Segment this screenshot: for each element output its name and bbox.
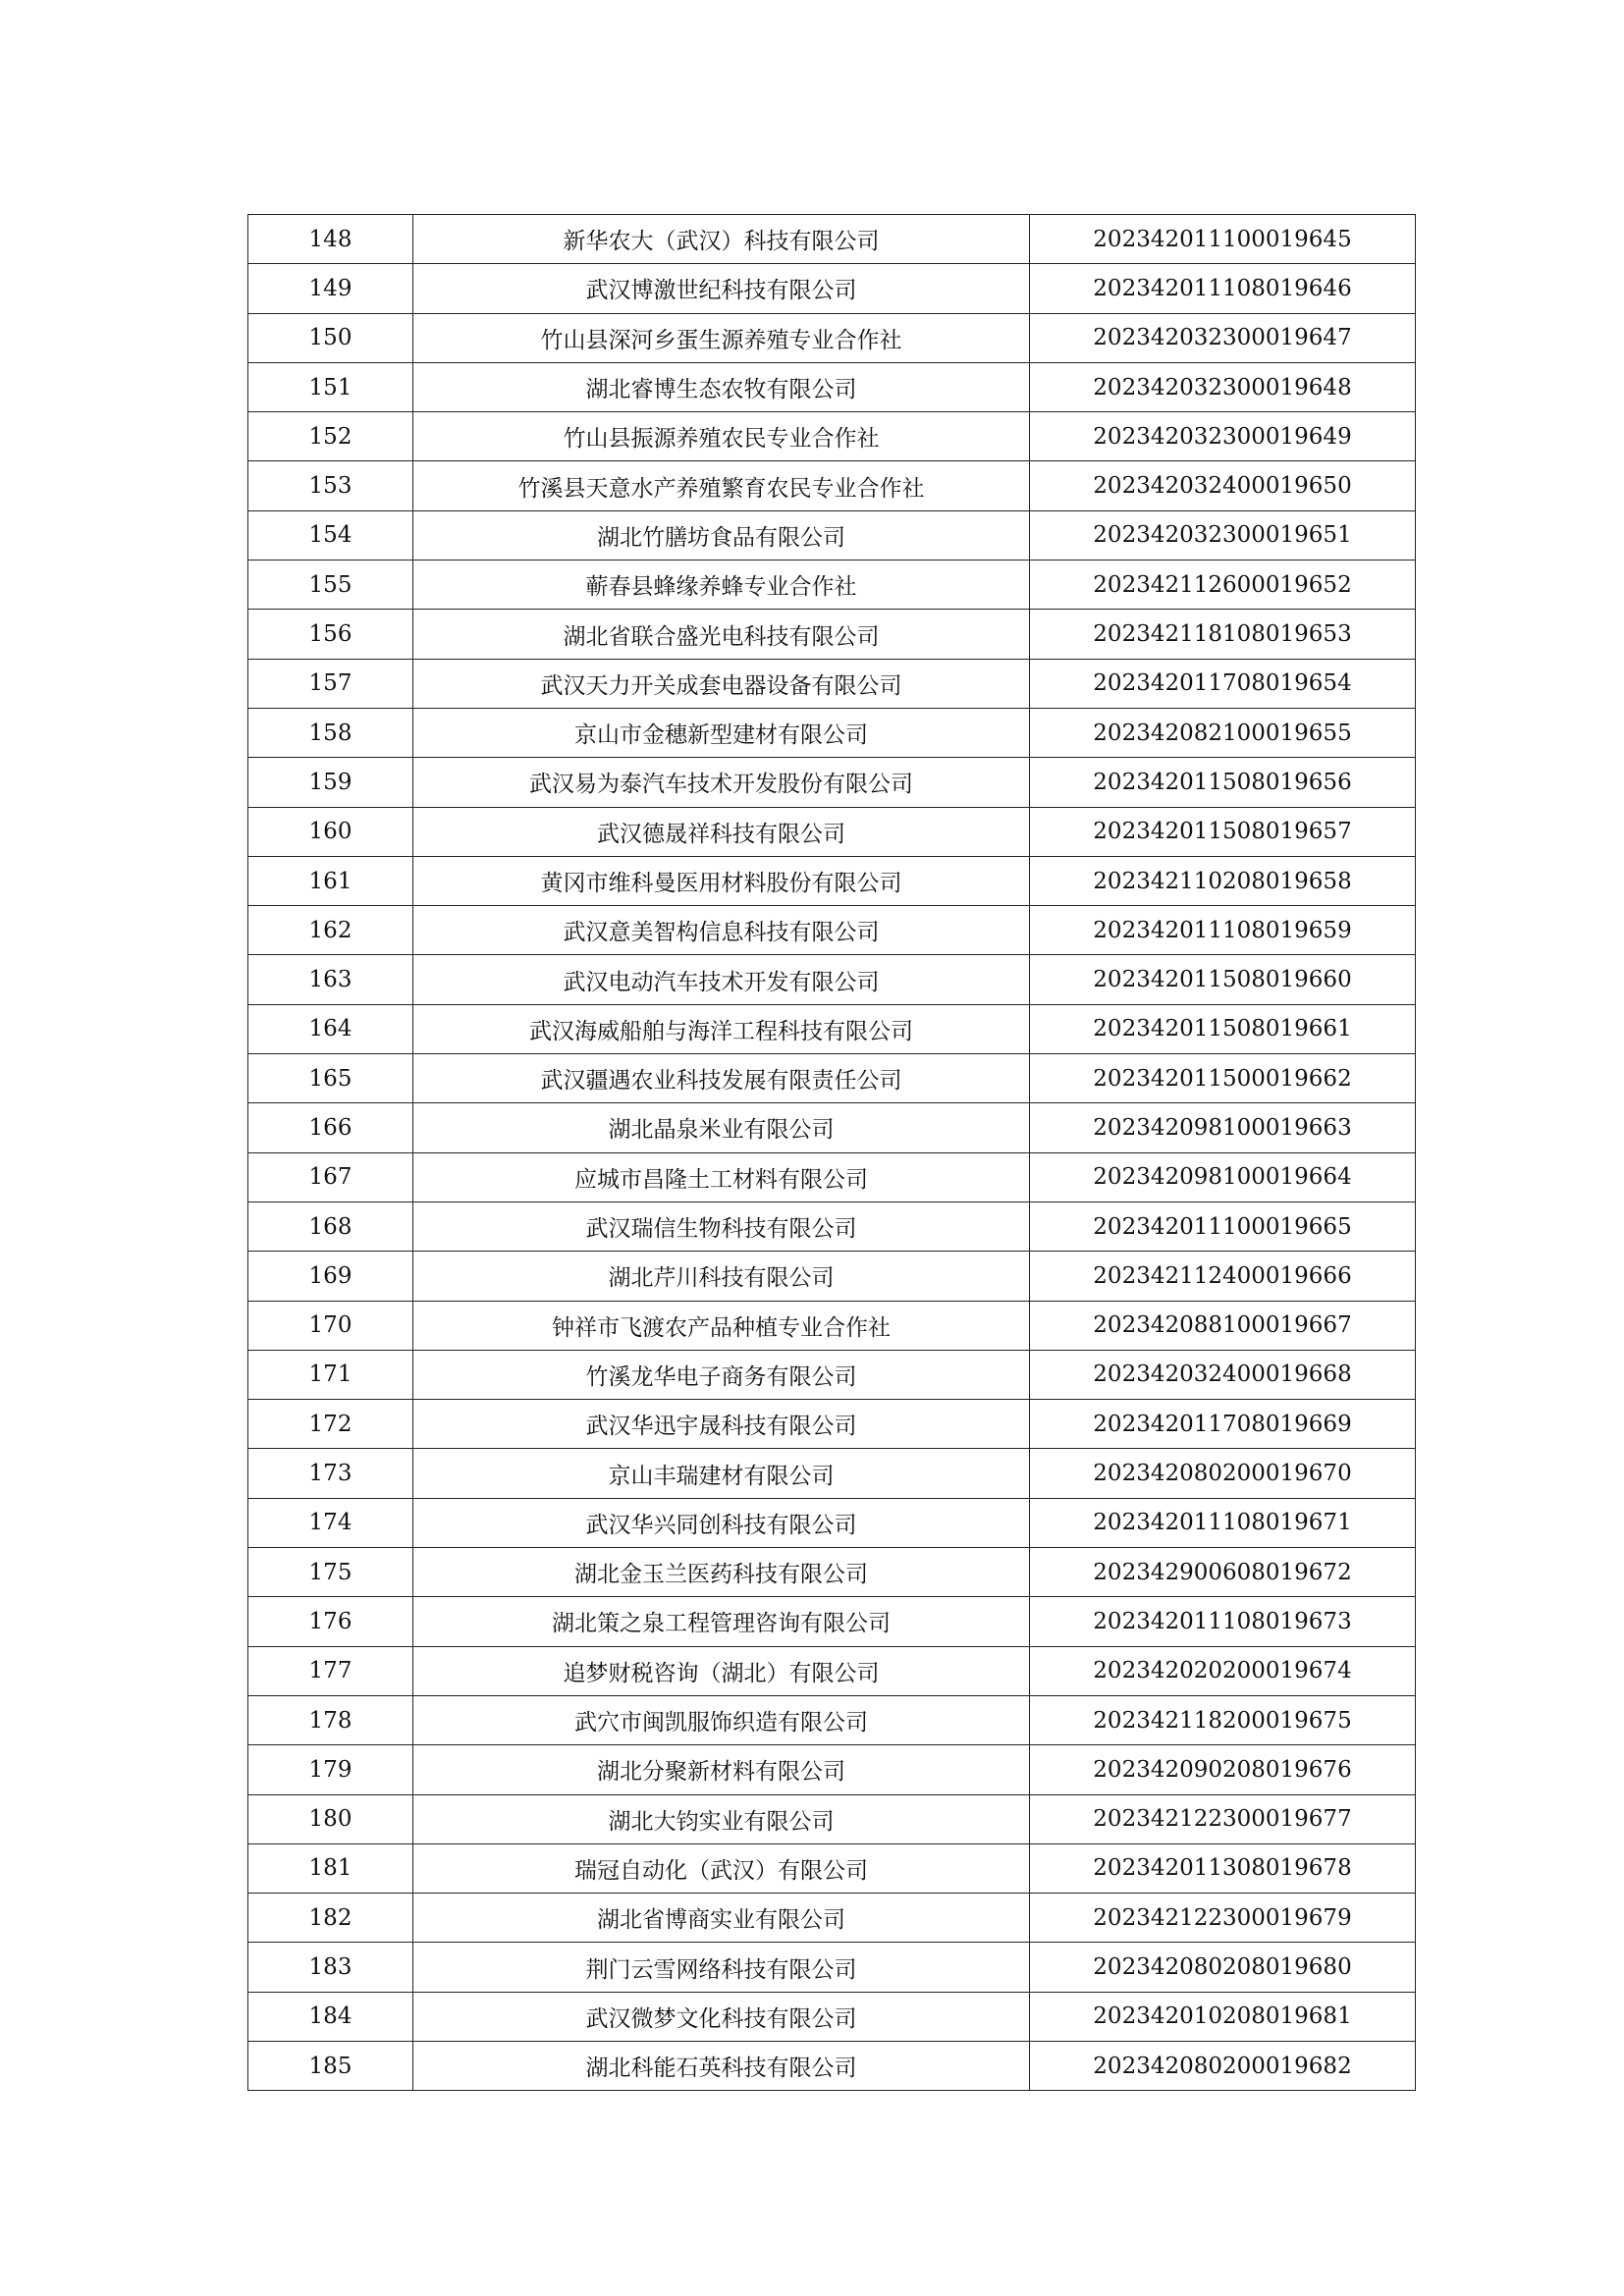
table-row <box>248 1548 1416 1597</box>
company-name-cell: 追梦财税咨询（湖北）有限公司 <box>413 1646 1030 1695</box>
company-name-cell: 竹溪龙华电子商务有限公司 <box>413 1350 1030 1399</box>
registration-code-cell: 202342011108019646 <box>1030 264 1416 313</box>
table-row <box>248 1894 1416 1943</box>
table-row <box>248 1498 1416 1547</box>
registration-code-cell: 202342020200019674 <box>1030 1646 1416 1695</box>
table-row <box>248 1350 1416 1399</box>
registration-code-cell: 202342032400019668 <box>1030 1350 1416 1399</box>
table-body <box>248 215 1416 2091</box>
company-name-cell: 武汉德晟祥科技有限公司 <box>413 807 1030 856</box>
company-name-cell: 武汉华兴同创科技有限公司 <box>413 1498 1030 1547</box>
table-row <box>248 1745 1416 1794</box>
serial-number-cell: 150 <box>248 313 413 362</box>
table-row <box>248 610 1416 659</box>
company-list-table <box>247 214 1416 2091</box>
table-row <box>248 1943 1416 1992</box>
serial-number-cell: 162 <box>248 906 413 955</box>
serial-number-cell: 177 <box>248 1646 413 1695</box>
company-name-cell: 湖北策之泉工程管理咨询有限公司 <box>413 1597 1030 1646</box>
serial-number-cell: 151 <box>248 362 413 411</box>
company-name-cell: 荆门云雪网络科技有限公司 <box>413 1943 1030 1992</box>
serial-number-cell: 152 <box>248 412 413 461</box>
registration-code-cell: 202342011708019654 <box>1030 659 1416 708</box>
company-name-cell: 黄冈市维科曼医用材料股份有限公司 <box>413 856 1030 905</box>
table-row <box>248 1794 1416 1843</box>
serial-number-cell: 179 <box>248 1745 413 1794</box>
company-name-cell: 瑞冠自动化（武汉）有限公司 <box>413 1843 1030 1893</box>
table-row <box>248 1449 1416 1498</box>
company-name-cell: 武汉易为泰汽车技术开发股份有限公司 <box>413 758 1030 807</box>
company-name-cell: 武汉微梦文化科技有限公司 <box>413 1992 1030 2041</box>
company-name-cell: 武汉华迅宇晟科技有限公司 <box>413 1400 1030 1449</box>
serial-number-cell: 167 <box>248 1152 413 1201</box>
company-name-cell: 武穴市闽凯服饰织造有限公司 <box>413 1695 1030 1744</box>
company-name-cell: 武汉天力开关成套电器设备有限公司 <box>413 659 1030 708</box>
company-name-cell: 竹溪县天意水产养殖繁育农民专业合作社 <box>413 461 1030 510</box>
table-row <box>248 412 1416 461</box>
company-name-cell: 湖北省博商实业有限公司 <box>413 1894 1030 1943</box>
table-row <box>248 1992 1416 2041</box>
table-row <box>248 1054 1416 1103</box>
table-row <box>248 561 1416 610</box>
registration-code-cell: 202342122300019679 <box>1030 1894 1416 1943</box>
registration-code-cell: 202342122300019677 <box>1030 1794 1416 1843</box>
company-name-cell: 湖北大钧实业有限公司 <box>413 1794 1030 1843</box>
table-row <box>248 807 1416 856</box>
company-name-cell: 湖北睿博生态农牧有限公司 <box>413 362 1030 411</box>
registration-code-cell: 202342112400019666 <box>1030 1252 1416 1301</box>
company-name-cell: 武汉海威船舶与海洋工程科技有限公司 <box>413 1004 1030 1053</box>
company-name-cell: 京山市金穗新型建材有限公司 <box>413 708 1030 757</box>
serial-number-cell: 155 <box>248 561 413 610</box>
serial-number-cell: 153 <box>248 461 413 510</box>
registration-code-cell: 202342118200019675 <box>1030 1695 1416 1744</box>
registration-code-cell: 202342032300019647 <box>1030 313 1416 362</box>
registration-code-cell: 202342011508019661 <box>1030 1004 1416 1053</box>
serial-number-cell: 171 <box>248 1350 413 1399</box>
serial-number-cell: 160 <box>248 807 413 856</box>
company-name-cell: 竹山县振源养殖农民专业合作社 <box>413 412 1030 461</box>
registration-code-cell: 202342098100019664 <box>1030 1152 1416 1201</box>
registration-code-cell: 202342011508019660 <box>1030 955 1416 1004</box>
registration-code-cell: 202342011108019659 <box>1030 906 1416 955</box>
table-row <box>248 1301 1416 1350</box>
serial-number-cell: 183 <box>248 1943 413 1992</box>
company-name-cell: 钟祥市飞渡农产品种植专业合作社 <box>413 1301 1030 1350</box>
table-row <box>248 362 1416 411</box>
table-row <box>248 758 1416 807</box>
registration-code-cell: 202342011308019678 <box>1030 1843 1416 1893</box>
serial-number-cell: 164 <box>248 1004 413 1053</box>
serial-number-cell: 174 <box>248 1498 413 1547</box>
table-row <box>248 313 1416 362</box>
serial-number-cell: 163 <box>248 955 413 1004</box>
registration-code-cell: 202342098100019663 <box>1030 1103 1416 1152</box>
serial-number-cell: 154 <box>248 510 413 560</box>
table-row <box>248 955 1416 1004</box>
registration-code-cell: 202342011108019673 <box>1030 1597 1416 1646</box>
serial-number-cell: 172 <box>248 1400 413 1449</box>
company-name-cell: 湖北省联合盛光电科技有限公司 <box>413 610 1030 659</box>
registration-code-cell: 202342011508019656 <box>1030 758 1416 807</box>
serial-number-cell: 178 <box>248 1695 413 1744</box>
table-row <box>248 215 1416 264</box>
company-name-cell: 湖北分聚新材料有限公司 <box>413 1745 1030 1794</box>
company-name-cell: 湖北金玉兰医药科技有限公司 <box>413 1548 1030 1597</box>
serial-number-cell: 176 <box>248 1597 413 1646</box>
registration-code-cell: 202342011100019665 <box>1030 1201 1416 1251</box>
company-name-cell: 应城市昌隆土工材料有限公司 <box>413 1152 1030 1201</box>
company-name-cell: 武汉意美智构信息科技有限公司 <box>413 906 1030 955</box>
serial-number-cell: 168 <box>248 1201 413 1251</box>
registration-code-cell: 202342011708019669 <box>1030 1400 1416 1449</box>
registration-code-cell: 202342082100019655 <box>1030 708 1416 757</box>
company-name-cell: 京山丰瑞建材有限公司 <box>413 1449 1030 1498</box>
serial-number-cell: 165 <box>248 1054 413 1103</box>
table-row <box>248 708 1416 757</box>
table-row <box>248 1843 1416 1893</box>
registration-code-cell: 202342032300019651 <box>1030 510 1416 560</box>
registration-code-cell: 202342032400019650 <box>1030 461 1416 510</box>
company-name-cell: 武汉博激世纪科技有限公司 <box>413 264 1030 313</box>
registration-code-cell: 202342011100019645 <box>1030 215 1416 264</box>
table-row <box>248 1597 1416 1646</box>
company-name-cell: 武汉瑞信生物科技有限公司 <box>413 1201 1030 1251</box>
registration-code-cell: 202342011508019657 <box>1030 807 1416 856</box>
serial-number-cell: 175 <box>248 1548 413 1597</box>
table-row <box>248 1201 1416 1251</box>
table-row <box>248 856 1416 905</box>
table-row <box>248 461 1416 510</box>
serial-number-cell: 157 <box>248 659 413 708</box>
table-row <box>248 510 1416 560</box>
serial-number-cell: 161 <box>248 856 413 905</box>
table-row <box>248 2041 1416 2090</box>
company-name-cell: 湖北晶泉米业有限公司 <box>413 1103 1030 1152</box>
serial-number-cell: 170 <box>248 1301 413 1350</box>
registration-code-cell: 202342080200019682 <box>1030 2041 1416 2090</box>
serial-number-cell: 181 <box>248 1843 413 1893</box>
serial-number-cell: 182 <box>248 1894 413 1943</box>
registration-code-cell: 202342090208019676 <box>1030 1745 1416 1794</box>
serial-number-cell: 158 <box>248 708 413 757</box>
table-row <box>248 1152 1416 1201</box>
table-row <box>248 1252 1416 1301</box>
serial-number-cell: 184 <box>248 1992 413 2041</box>
registration-code-cell: 202342011108019671 <box>1030 1498 1416 1547</box>
company-name-cell: 蕲春县蜂缘养蜂专业合作社 <box>413 561 1030 610</box>
table-row <box>248 1695 1416 1744</box>
serial-number-cell: 159 <box>248 758 413 807</box>
company-name-cell: 竹山县深河乡蛋生源养殖专业合作社 <box>413 313 1030 362</box>
registration-code-cell: 202342900608019672 <box>1030 1548 1416 1597</box>
table-row <box>248 1400 1416 1449</box>
registration-code-cell: 202342112600019652 <box>1030 561 1416 610</box>
table-row <box>248 1646 1416 1695</box>
serial-number-cell: 180 <box>248 1794 413 1843</box>
table-row <box>248 1103 1416 1152</box>
serial-number-cell: 173 <box>248 1449 413 1498</box>
serial-number-cell: 169 <box>248 1252 413 1301</box>
company-name-cell: 湖北竹膳坊食品有限公司 <box>413 510 1030 560</box>
serial-number-cell: 148 <box>248 215 413 264</box>
serial-number-cell: 149 <box>248 264 413 313</box>
registration-code-cell: 202342032300019648 <box>1030 362 1416 411</box>
registration-code-cell: 202342080200019670 <box>1030 1449 1416 1498</box>
serial-number-cell: 156 <box>248 610 413 659</box>
table-row <box>248 264 1416 313</box>
registration-code-cell: 202342088100019667 <box>1030 1301 1416 1350</box>
registration-code-cell: 202342118108019653 <box>1030 610 1416 659</box>
table-row <box>248 659 1416 708</box>
serial-number-cell: 166 <box>248 1103 413 1152</box>
company-name-cell: 湖北芹川科技有限公司 <box>413 1252 1030 1301</box>
registration-code-cell: 202342010208019681 <box>1030 1992 1416 2041</box>
registration-code-cell: 202342011500019662 <box>1030 1054 1416 1103</box>
registration-code-cell: 202342032300019649 <box>1030 412 1416 461</box>
table-row <box>248 1004 1416 1053</box>
registration-code-cell: 202342110208019658 <box>1030 856 1416 905</box>
registration-code-cell: 202342080208019680 <box>1030 1943 1416 1992</box>
company-name-cell: 湖北科能石英科技有限公司 <box>413 2041 1030 2090</box>
table-row <box>248 906 1416 955</box>
company-name-cell: 武汉电动汽车技术开发有限公司 <box>413 955 1030 1004</box>
company-name-cell: 武汉疆遇农业科技发展有限责任公司 <box>413 1054 1030 1103</box>
company-name-cell: 新华农大（武汉）科技有限公司 <box>413 215 1030 264</box>
serial-number-cell: 185 <box>248 2041 413 2090</box>
